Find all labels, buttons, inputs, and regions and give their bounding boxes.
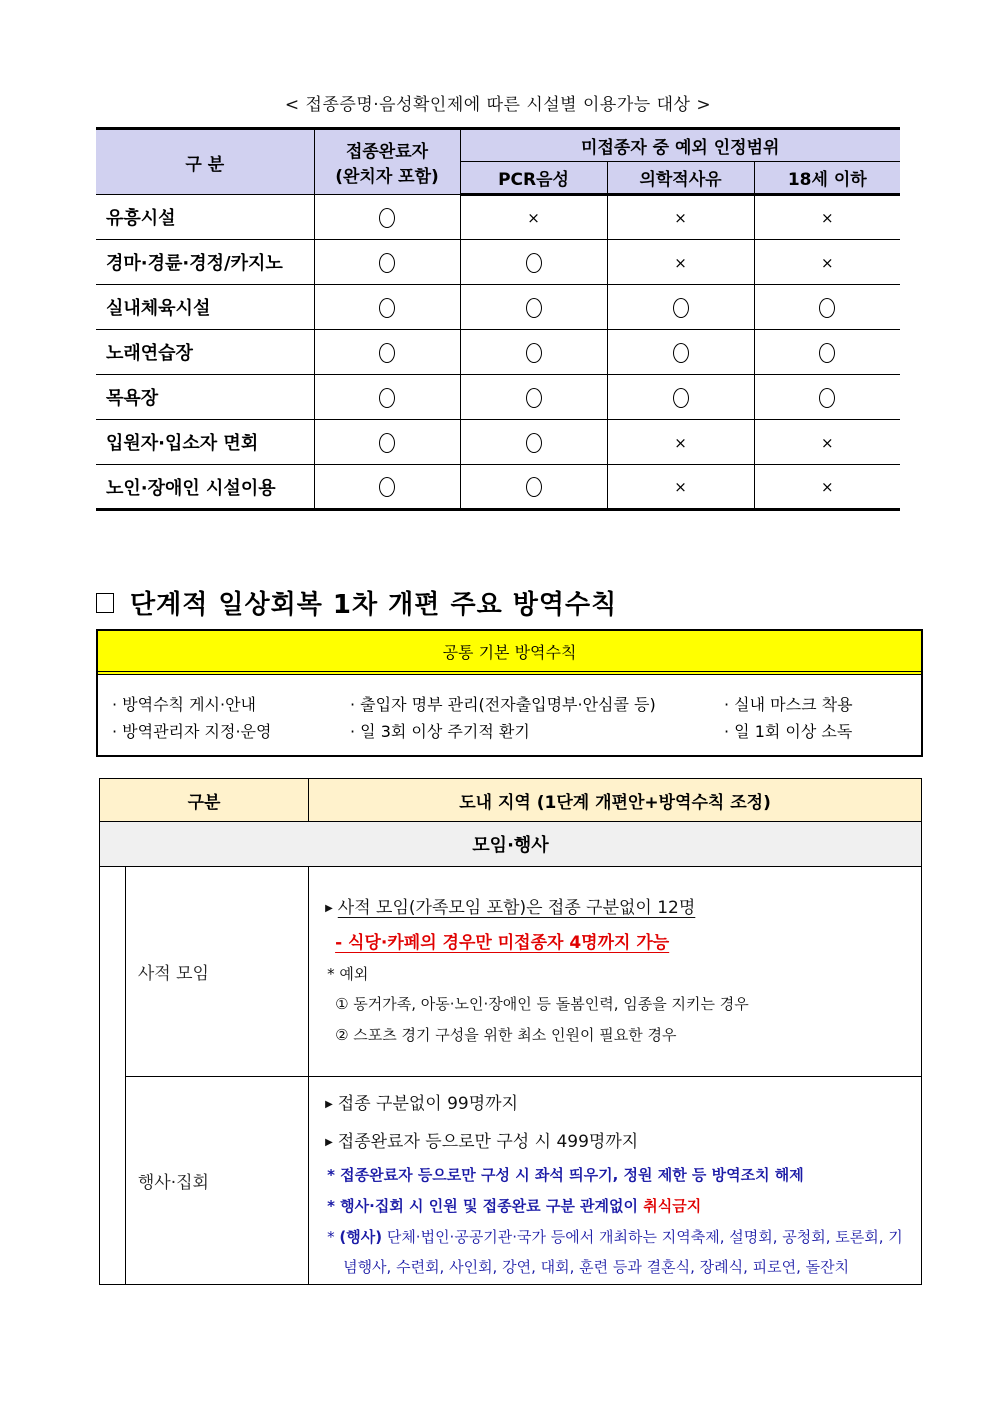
header-pcr: PCR음성	[460, 162, 607, 195]
header-vaccinated-line2: (완치자 포함)	[335, 167, 439, 187]
facility-name: 실내체육시설	[96, 285, 314, 330]
cell-medical	[607, 330, 754, 375]
table-row	[96, 330, 900, 375]
cross-not-allowed-icon: ×	[674, 478, 687, 496]
cell-medical	[607, 465, 754, 510]
facility-name: 목욕장	[96, 375, 314, 420]
note-blue: * (행사) 단체·법인·공공기관·국가 등에서 개최하는 지역축제, 설명회, 공청회, 토론회, 기	[327, 1228, 903, 1246]
cell-pcr	[460, 420, 607, 465]
triangle-bullet-icon: ▶	[325, 1137, 333, 1148]
note-blue: 념행사, 수련회, 사인회, 강연, 대회, 훈련 등과 결혼식, 장례식, 피로연, 돌잔치	[343, 1258, 850, 1276]
facility-access-table	[96, 127, 900, 511]
circle-allowed-icon	[819, 343, 835, 363]
note-blue: * 접종완료자 등으로만 구성 시 좌석 띄우기, 정원 제한 등 방역조치 해제	[327, 1166, 804, 1184]
header-category: 구분	[100, 779, 309, 822]
header-under18: 18세 이하	[754, 162, 900, 195]
circle-allowed-icon	[379, 388, 395, 408]
triangle-bullet-icon: ▶	[325, 903, 333, 914]
private-gathering-content	[309, 867, 922, 1077]
cell-under18	[754, 420, 900, 465]
table-row	[96, 375, 900, 420]
cell-pcr	[460, 195, 607, 240]
cross-not-allowed-icon: ×	[674, 209, 687, 227]
cell-medical	[607, 420, 754, 465]
circle-allowed-icon	[819, 388, 835, 408]
header-region: 도내 지역 (1단계 개편안+방역수칙 조정)	[309, 779, 922, 822]
cross-not-allowed-icon: ×	[820, 433, 834, 452]
rule-line-red: - 식당·카페의 경우만 미접종자 4명까지 가능	[335, 933, 670, 953]
circle-allowed-icon	[673, 298, 689, 318]
common-rules-title: 공통 기본 방역수칙	[98, 631, 921, 675]
cross-not-allowed-icon: ×	[527, 209, 540, 227]
circle-allowed-icon	[673, 388, 689, 408]
facility-name: 노인·장애인 시설이용	[96, 465, 314, 510]
cell-under18	[754, 285, 900, 330]
table-row	[96, 420, 900, 465]
header-medical: 의학적사유	[607, 162, 754, 195]
header-exceptions-group: 미접종자 중 예외 인정범위	[460, 129, 900, 162]
cell-pcr	[460, 240, 607, 285]
circle-allowed-icon	[526, 343, 542, 363]
circle-allowed-icon	[819, 298, 835, 318]
circle-allowed-icon	[379, 433, 395, 453]
table-row	[96, 465, 900, 510]
table-row	[96, 285, 900, 330]
cell-vaccinated	[314, 420, 460, 465]
circle-allowed-icon	[526, 388, 542, 408]
circle-allowed-icon	[526, 477, 542, 497]
circle-allowed-icon	[673, 343, 689, 363]
empty-square-icon	[96, 593, 114, 613]
header-vaccinated-line1: 접종완료자	[345, 142, 429, 162]
common-rules-list	[98, 675, 921, 755]
cross-not-allowed-icon: ×	[820, 478, 834, 496]
cell-under18	[754, 465, 900, 510]
blank-indent-cell	[100, 867, 126, 1285]
note-title: * 예외	[327, 965, 369, 983]
cell-vaccinated	[314, 285, 460, 330]
rule-item: · 일 1회 이상 소독	[724, 722, 853, 741]
note-item: ② 스포츠 경기 구성을 위한 최소 인원이 필요한 경우	[335, 1026, 677, 1044]
cell-medical	[607, 195, 754, 240]
cell-pcr	[460, 465, 607, 510]
circle-allowed-icon	[379, 208, 395, 228]
cross-not-allowed-icon: ×	[674, 433, 687, 452]
cell-under18	[754, 240, 900, 285]
header-vaccinated	[314, 129, 460, 195]
cell-pcr	[460, 285, 607, 330]
circle-allowed-icon	[379, 253, 395, 273]
circle-allowed-icon	[526, 253, 542, 273]
cell-vaccinated	[314, 465, 460, 510]
cell-under18	[754, 375, 900, 420]
cross-not-allowed-icon: ×	[820, 209, 834, 227]
section-title	[96, 584, 617, 621]
facility-name: 노래연습장	[96, 330, 314, 375]
cell-pcr	[460, 375, 607, 420]
table-row	[96, 195, 900, 240]
note-blue: * 행사·집회 시 인원 및 접종완료 구분 관계없이 취식금지	[327, 1197, 702, 1215]
circle-allowed-icon	[526, 298, 542, 318]
rule-line: ▶ 사적 모임(가족모임 포함)은 접종 구분없이 12명	[325, 898, 696, 918]
facility-name: 입원자·입소자 면회	[96, 420, 314, 465]
rule-item: · 실내 마스크 착용	[724, 695, 853, 714]
cell-vaccinated	[314, 195, 460, 240]
circle-allowed-icon	[526, 433, 542, 453]
cell-under18	[754, 195, 900, 240]
facility-name: 유흥시설	[96, 195, 314, 240]
gathering-rules-table	[99, 778, 922, 1285]
circle-allowed-icon	[379, 477, 395, 497]
triangle-bullet-icon: ▶	[325, 1099, 333, 1110]
events-content	[309, 1077, 922, 1285]
rule-line: ▶ 접종완료자 등으로만 구성 시 499명까지	[325, 1132, 639, 1152]
circle-allowed-icon	[379, 343, 395, 363]
rule-line: ▶ 접종 구분없이 99명까지	[325, 1094, 519, 1114]
cell-vaccinated	[314, 375, 460, 420]
cell-vaccinated	[314, 330, 460, 375]
cell-vaccinated	[314, 240, 460, 285]
circle-allowed-icon	[379, 298, 395, 318]
facility-name: 경마·경륜·경정/카지노	[96, 240, 314, 285]
note-item: ① 동거가족, 아동·노인·장애인 등 돌봄인력, 임종을 지키는 경우	[335, 995, 749, 1013]
table-row	[96, 240, 900, 285]
category-private-gathering: 사적 모임	[125, 867, 308, 1077]
subheader-gatherings: 모임·행사	[100, 822, 922, 867]
cross-not-allowed-icon: ×	[820, 253, 834, 272]
cell-medical	[607, 240, 754, 285]
cell-pcr	[460, 330, 607, 375]
cell-under18	[754, 330, 900, 375]
cell-medical	[607, 375, 754, 420]
rule-item: · 출입자 명부 관리(전자출입명부·안심콜 등)	[350, 695, 656, 714]
section-title-text: 단계적 일상회복 1차 개편 주요 방역수칙	[130, 590, 618, 620]
table-caption: < 접종증명·음성확인제에 따른 시설별 이용가능 대상 >	[284, 95, 712, 115]
rule-item: · 일 3회 이상 주기적 환기	[350, 722, 530, 741]
header-category: 구 분	[96, 129, 314, 195]
common-rules-box	[96, 629, 923, 757]
cell-medical	[607, 285, 754, 330]
category-events-assemblies: 행사·집회	[125, 1077, 308, 1285]
rule-item: · 방역관리자 지정·운영	[112, 722, 272, 741]
rule-item: · 방역수칙 게시·안내	[112, 695, 256, 714]
cross-not-allowed-icon: ×	[674, 253, 687, 272]
